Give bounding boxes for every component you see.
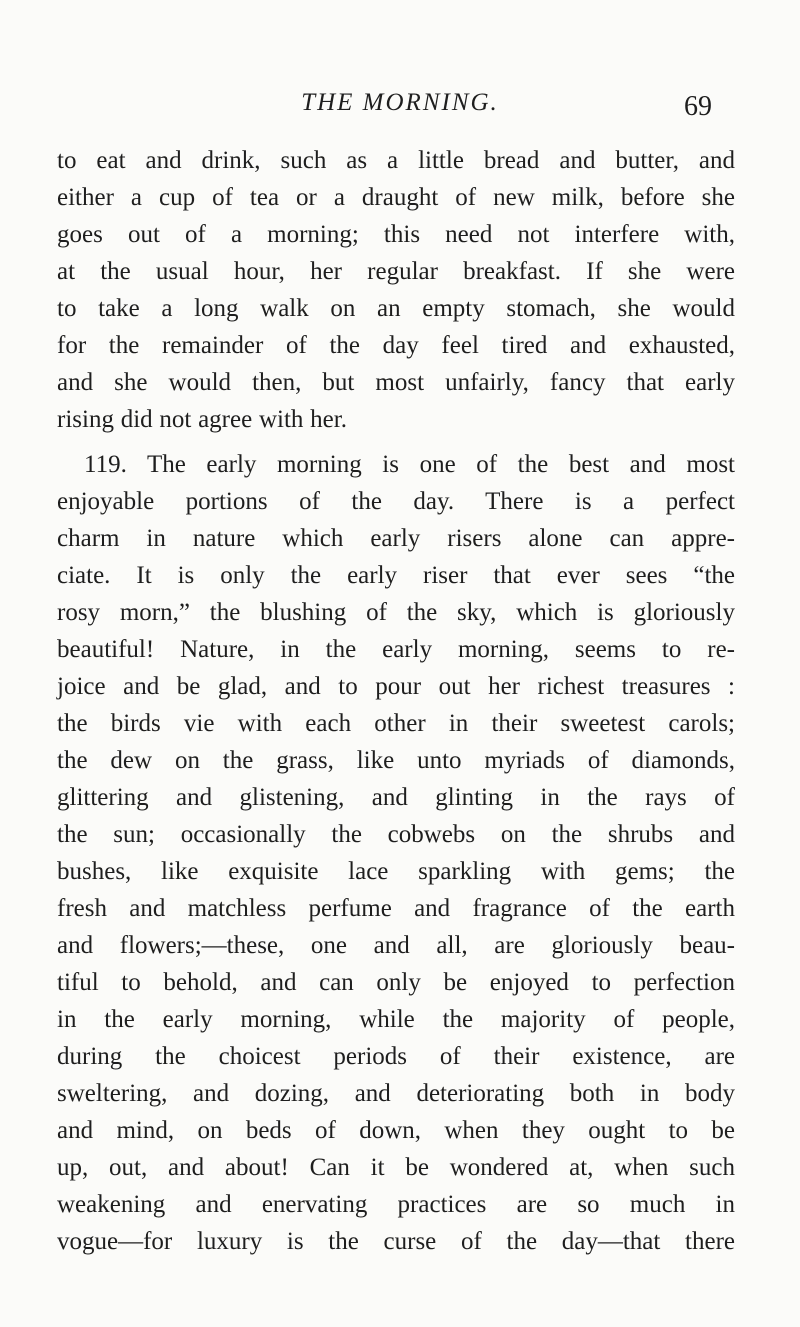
paragraph-gap <box>57 438 735 446</box>
text-line: glittering and glistening, and glinting in the rays of <box>57 784 735 811</box>
paragraph-continued <box>57 142 735 438</box>
text-line: weakening and enervating practices are so much in <box>57 1191 735 1218</box>
text-line: bushes, like exquisite lace sparkling with gems; the <box>57 858 735 885</box>
text-line: 119. The early morning is one of the best and most <box>84 451 735 478</box>
text-line: and mind, on beds of down, when they ought to be <box>57 1117 735 1144</box>
text-line: the dew on the grass, like unto myriads of diamonds, <box>57 747 735 774</box>
text-line: charm in nature which early risers alone can appre- <box>57 525 735 552</box>
text-line: up, out, and about! Can it be wondered at, when such <box>57 1154 735 1181</box>
text-line: the sun; occasionally the cobwebs on the shrubs and <box>57 821 735 848</box>
text-line: sweltering, and dozing, and deteriorating both in body <box>57 1080 735 1107</box>
text-line: rising did not agree with her. <box>57 406 347 433</box>
text-line: enjoyable portions of the day. There is a perfect <box>57 488 735 515</box>
text-line: goes out of a morning; this need not interfere with, <box>57 221 735 248</box>
text-line: at the usual hour, her regular breakfast. If she were <box>57 258 735 285</box>
running-head <box>0 86 800 120</box>
text-line: tiful to behold, and can only be enjoyed to perfection <box>57 969 735 996</box>
text-line: either a cup of tea or a draught of new milk, before she <box>57 184 735 211</box>
text-line: vogue—for luxury is the curse of the day—that there <box>57 1228 735 1255</box>
text-line: to take a long walk on an empty stomach, she would <box>57 295 735 322</box>
text-line: beautiful! Nature, in the early morning, seems to re- <box>57 636 735 663</box>
text-line: in the early morning, while the majority of people, <box>57 1006 735 1033</box>
text-line: and flowers;—these, one and all, are gloriously beau- <box>57 932 735 959</box>
text-line: to eat and drink, such as a little bread and butter, and <box>57 147 735 174</box>
running-title: THE MORNING. <box>301 89 499 116</box>
text-line: the birds vie with each other in their sweetest carols; <box>57 710 735 737</box>
text-line: joice and be glad, and to pour out her richest treasures : <box>57 673 735 700</box>
text-line: rosy morn,” the blushing of the sky, which is gloriously <box>57 599 735 626</box>
text-line: during the choicest periods of their existence, are <box>57 1043 735 1070</box>
body-text <box>57 142 735 1260</box>
text-line: for the remainder of the day feel tired and exhausted, <box>57 332 735 359</box>
page-number: 69 <box>684 91 712 122</box>
paragraph-119 <box>57 446 735 1260</box>
text-line: and she would then, but most unfairly, fancy that early <box>57 369 735 396</box>
text-line: fresh and matchless perfume and fragrance of the earth <box>57 895 735 922</box>
text-line: ciate. It is only the early riser that ever sees “the <box>57 562 735 589</box>
